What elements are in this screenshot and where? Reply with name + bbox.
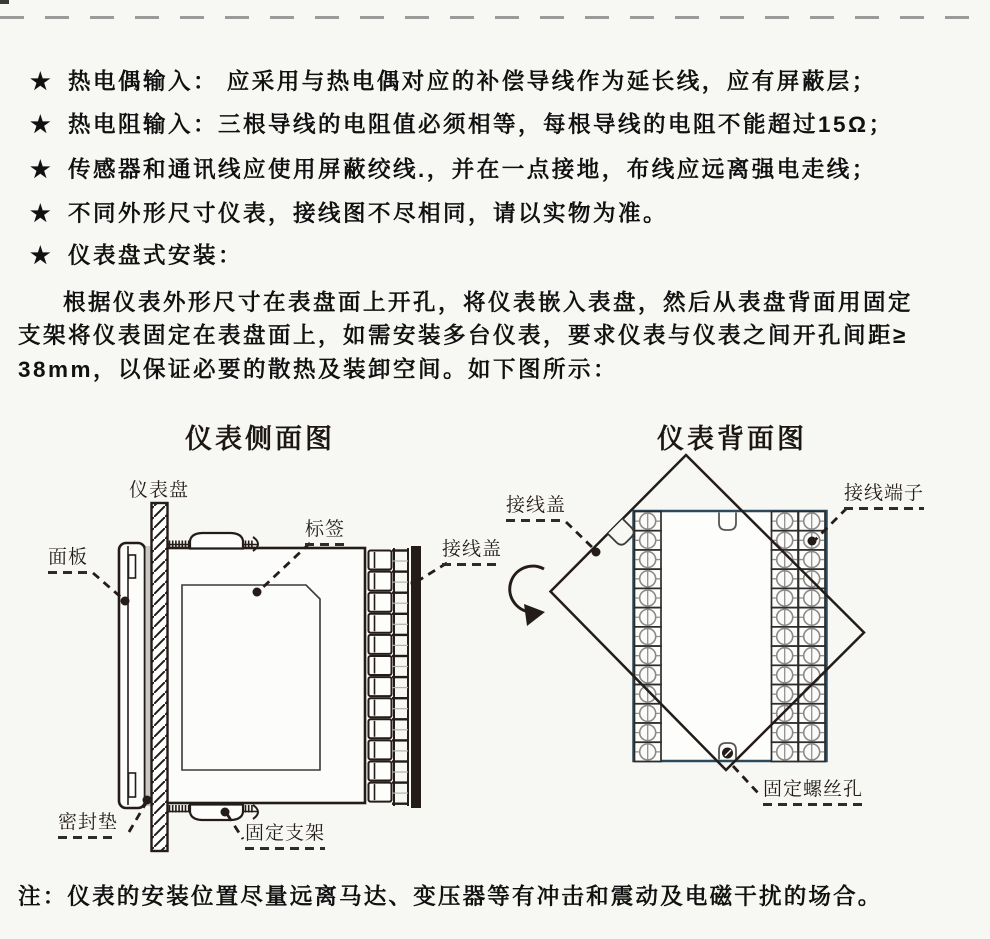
- side-view-diagram: [93, 503, 447, 851]
- panel-board: [152, 503, 168, 851]
- star-bullet-icon: ★: [30, 156, 51, 182]
- bullet-text: 仪表盘式安装：: [68, 243, 244, 268]
- terminal-column-right-1: [772, 512, 799, 762]
- label-panel-board: 仪表盘: [129, 480, 190, 501]
- star-bullet-icon: ★: [30, 111, 51, 137]
- bullet-text: 热电阻输入：三根导线的电阻值必须相等，每根导线的电阻不能超过15Ω；: [68, 112, 894, 137]
- paragraph-line: 根据仪表外形尺寸在表盘面上开孔，将仪表嵌入表盘，然后从表盘背面用固定: [63, 290, 914, 315]
- paragraph-line: 38mm，以保证必要的散热及装卸空间。如下图所示：: [18, 357, 619, 382]
- front-panel-bezel: [119, 543, 145, 808]
- bullet-text: 传感器和通讯线应使用屏蔽绞线.，并在一点接地，布线应远离强电走线；: [68, 157, 877, 182]
- bullet-text: 不同外形尺寸仪表，接线图不尽相同，请以实物为准。: [68, 201, 669, 226]
- instrument-body: [158, 548, 365, 803]
- terminal-column-right-2: [799, 512, 826, 762]
- label-wiring-cover-side: 接线盖: [442, 534, 502, 566]
- side-terminal-cells: [369, 551, 392, 802]
- label-fixing-bracket: 固定支架: [245, 818, 325, 850]
- paragraph-line: 支架将仪表固定在表盘面上，如需安装多台仪表，要求仪表与仪表之间开孔间距≥: [18, 323, 908, 348]
- star-bullet-icon: ★: [30, 200, 51, 226]
- cover-notch: [608, 519, 636, 547]
- terminal-column-left: [635, 512, 662, 762]
- side-view-title: 仪表侧面图: [185, 424, 335, 455]
- label-front-panel: 面板: [48, 542, 88, 574]
- label-wiring-cover-back: 接线盖: [506, 490, 566, 522]
- label-fixing-screw-hole: 固定螺丝孔: [763, 774, 863, 806]
- bullet-text: 热电偶输入： 应采用与热电偶对应的补偿导线作为延长线，应有屏蔽层；: [68, 69, 877, 94]
- star-bullet-icon: ★: [30, 68, 51, 94]
- star-bullet-icon: ★: [30, 242, 51, 268]
- back-view-title: 仪表背面图: [657, 424, 807, 455]
- label-wiring-terminal: 接线端子: [844, 478, 924, 510]
- fixing-screw: [719, 743, 736, 760]
- rotation-arrow-icon: [510, 566, 545, 626]
- label-sticker: 标签: [305, 514, 345, 546]
- caution-note: 注：仪表的安装位置尽量远离马达、变压器等有冲击和震动及电磁干扰的场合。: [18, 884, 883, 909]
- label-seal-gasket: 密封垫: [58, 807, 118, 839]
- top-notch: [719, 513, 736, 531]
